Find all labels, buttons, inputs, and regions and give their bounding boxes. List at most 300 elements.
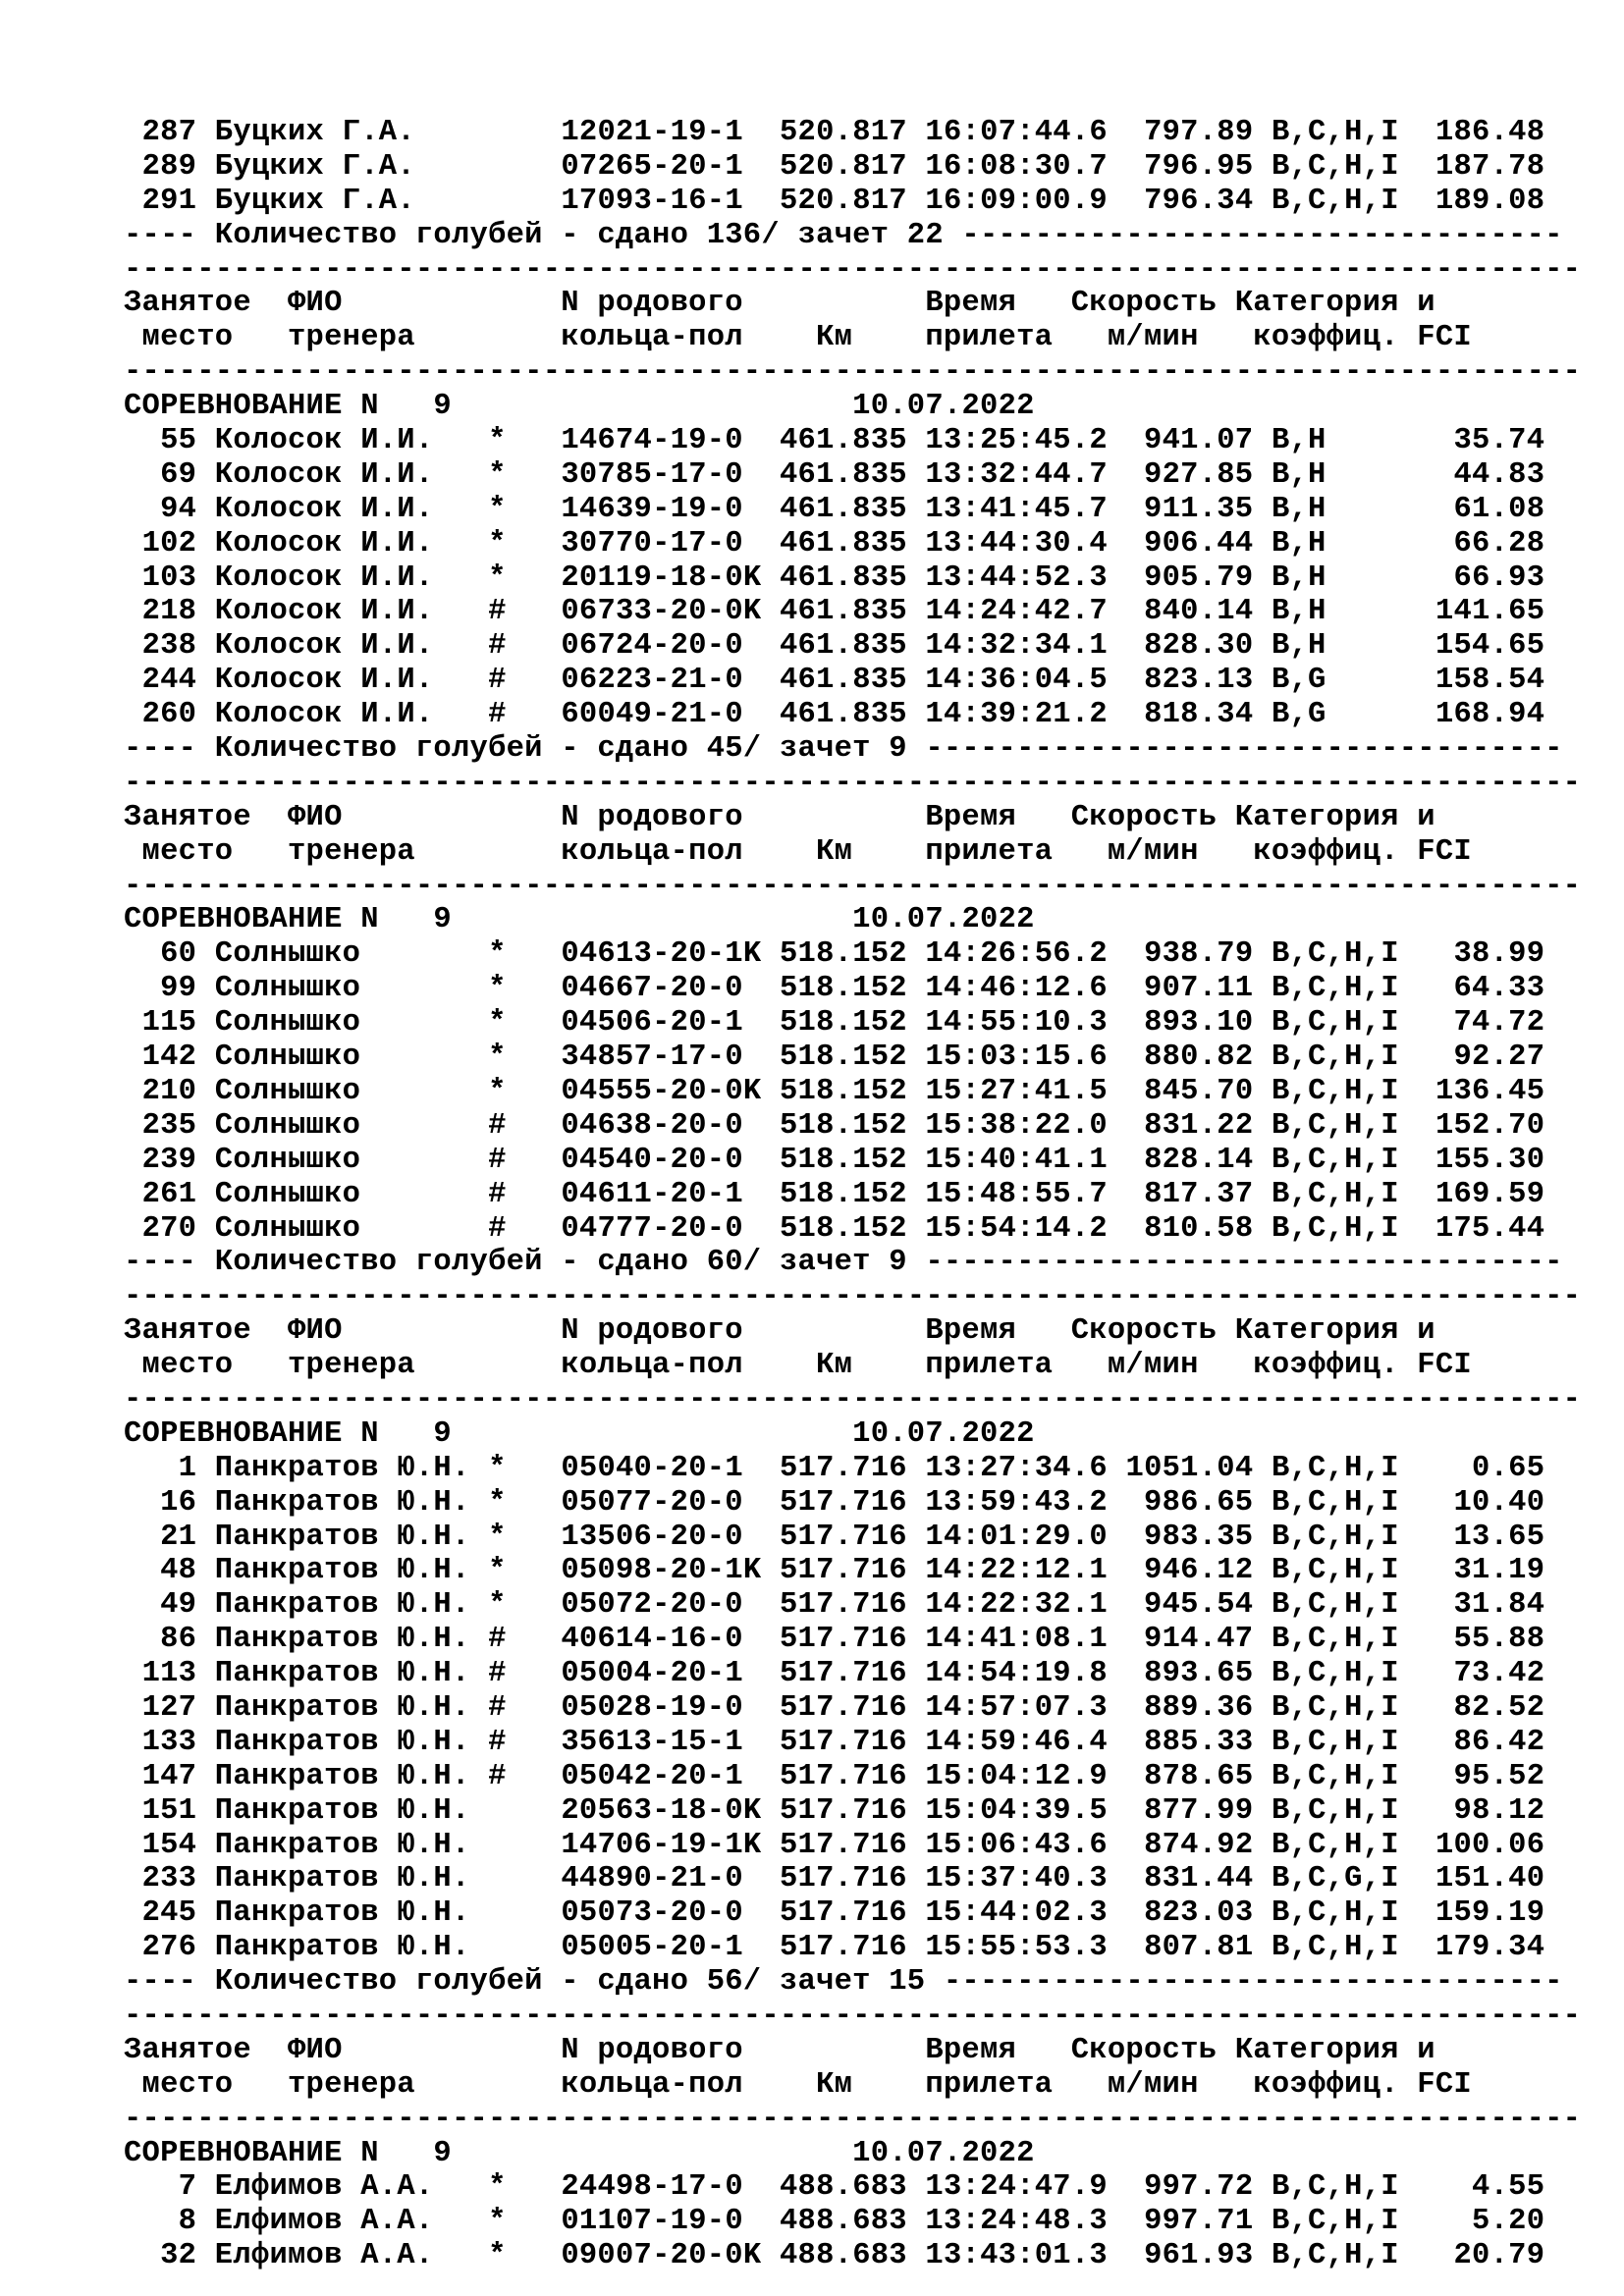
results-printout	[124, 116, 1581, 2273]
speed-cell: 889.36	[1144, 1690, 1254, 1725]
arrival-time-cell: 15:38:22.0	[925, 1108, 1108, 1143]
speed-cell: 845.70	[1144, 1074, 1254, 1108]
place-cell: 86	[160, 1623, 197, 1657]
fci-cell: 10.40	[1453, 1485, 1545, 1520]
ring-number-cell: 04667-20-0	[561, 972, 743, 1006]
category-cell: B,H	[1271, 595, 1326, 629]
column-header-line-2	[124, 835, 1581, 870]
distance-km-cell: 517.716	[779, 1451, 907, 1485]
ring-number-cell: 20119-18-0K	[561, 561, 762, 595]
category-cell: B,C,H,I	[1271, 1006, 1399, 1041]
mark-cell: *	[488, 972, 507, 1006]
place-cell: 287	[141, 116, 197, 149]
trainer-name-cell: Панкратов Ю.Н.	[214, 1657, 470, 1691]
mark-cell: #	[488, 1759, 507, 1793]
speed-cell: 945.54	[1144, 1588, 1254, 1623]
arrival-time-cell: 13:41:45.7	[925, 492, 1108, 526]
speed-cell: 823.13	[1144, 664, 1254, 698]
trainer-name-cell: Колосок И.И.	[214, 595, 434, 629]
distance-km-cell: 517.716	[779, 1554, 907, 1588]
mark-cell	[488, 116, 507, 149]
arrival-time-cell: 15:27:41.5	[925, 1074, 1108, 1108]
mark-cell: #	[488, 1657, 507, 1691]
mark-cell: #	[488, 1177, 507, 1211]
fci-cell: 35.74	[1453, 424, 1545, 458]
arrival-time-cell: 15:37:40.3	[925, 1862, 1108, 1896]
trainer-name-cell: Елфимов А.А.	[214, 2170, 434, 2205]
category-cell: B,C,H,I	[1271, 1074, 1399, 1108]
result-row	[124, 1521, 1581, 1555]
distance-km-cell: 517.716	[779, 1623, 907, 1657]
arrival-time-cell: 13:32:44.7	[925, 457, 1108, 492]
result-row	[124, 1554, 1581, 1588]
distance-km-cell: 518.152	[779, 1006, 907, 1041]
distance-km-cell: 517.716	[780, 1793, 907, 1828]
result-row	[124, 1178, 1581, 1212]
category-cell: B,C,H,I	[1271, 1793, 1399, 1828]
distance-km-cell: 517.716	[779, 1862, 907, 1896]
fci-cell: 141.65	[1435, 595, 1545, 629]
speed-cell: 817.37	[1144, 1177, 1254, 1211]
distance-km-cell: 461.835	[780, 561, 907, 595]
arrival-time-cell: 13:24:48.3	[925, 2205, 1108, 2239]
fci-cell: 74.72	[1453, 1006, 1545, 1041]
distance-km-cell: 520.817	[779, 116, 907, 149]
place-cell: 55	[160, 424, 197, 458]
fci-cell: 151.40	[1435, 1862, 1545, 1896]
count-summary-text: ---- Количество голубей - сдано 136/ зачет 22 ---------------------------------	[124, 218, 1563, 252]
place-cell: 69	[160, 457, 197, 492]
trainer-name-cell: Панкратов Ю.Н.	[214, 1485, 470, 1520]
result-row	[124, 2205, 1581, 2239]
distance-km-cell: 518.152	[779, 1211, 907, 1246]
fci-cell: 86.42	[1453, 1725, 1545, 1759]
place-cell: 1	[178, 1451, 197, 1485]
place-cell: 244	[141, 664, 197, 698]
column-header-line-2-text: место тренера кольца-пол Км прилета м/мин коэффиц. FCI	[124, 834, 1472, 869]
speed-cell: 946.12	[1144, 1554, 1254, 1588]
result-row	[124, 1075, 1581, 1109]
mark-cell: *	[488, 1006, 507, 1041]
speed-cell: 877.99	[1144, 1793, 1254, 1828]
speed-cell: 1051.04	[1125, 1451, 1254, 1485]
category-cell: B,G	[1271, 664, 1326, 698]
trainer-name-cell: Солнышко	[214, 937, 361, 972]
fci-cell: 66.93	[1453, 561, 1545, 595]
category-cell: B,H	[1271, 492, 1326, 526]
category-cell: B,C,H,I	[1271, 2239, 1399, 2273]
trainer-name-cell: Панкратов Ю.Н.	[214, 1554, 470, 1588]
header-rule	[124, 253, 1581, 288]
header-rule	[124, 2103, 1581, 2137]
distance-km-cell: 517.716	[779, 1896, 907, 1931]
result-row	[124, 1829, 1581, 1863]
speed-cell: 997.72	[1144, 2170, 1254, 2205]
mark-cell: #	[488, 1690, 507, 1725]
trainer-name-cell: Панкратов Ю.Н.	[214, 1725, 470, 1759]
arrival-time-cell: 14:41:08.1	[925, 1623, 1108, 1657]
fci-cell: 152.70	[1435, 1108, 1545, 1143]
header-rule	[124, 1383, 1581, 1417]
mark-cell: #	[488, 1143, 507, 1177]
place-cell: 102	[141, 526, 197, 561]
category-cell: B,C,H,I	[1271, 184, 1399, 218]
arrival-time-cell: 15:54:14.2	[925, 1211, 1108, 1246]
trainer-name-cell: Солнышко	[214, 1074, 361, 1108]
trainer-name-cell: Колосок И.И.	[214, 457, 434, 492]
mark-cell: *	[488, 492, 507, 526]
place-cell: 32	[160, 2239, 197, 2273]
result-row	[124, 116, 1581, 150]
speed-cell: 874.92	[1144, 1828, 1254, 1862]
result-row	[124, 493, 1581, 527]
speed-cell: 828.30	[1144, 629, 1254, 664]
speed-cell: 941.07	[1144, 424, 1254, 458]
competition-date: 10.07.2022	[852, 390, 1035, 424]
place-cell: 115	[141, 1006, 197, 1041]
mark-cell: #	[488, 595, 507, 629]
ring-number-cell: 60049-21-0	[561, 698, 743, 732]
column-header-line-2	[124, 2068, 1581, 2103]
competition-line	[124, 2137, 1581, 2171]
category-cell: B,C,H,I	[1271, 1520, 1399, 1554]
result-row	[124, 1623, 1581, 1657]
header-rule	[124, 870, 1581, 904]
distance-km-cell: 461.835	[779, 664, 907, 698]
distance-km-cell: 461.835	[779, 457, 907, 492]
trainer-name-cell: Панкратов Ю.Н.	[214, 1520, 470, 1554]
count-summary-text: ---- Количество голубей - сдано 60/ зачет 9 -----------------------------------	[124, 1246, 1563, 1280]
place-cell: 99	[160, 972, 197, 1006]
trainer-name-cell: Солнышко	[214, 1108, 361, 1143]
ring-number-cell: 06223-21-0	[561, 664, 743, 698]
ring-number-cell: 05004-20-1	[561, 1657, 743, 1691]
distance-km-cell: 518.152	[779, 1143, 907, 1177]
ring-number-cell: 05077-20-0	[561, 1485, 743, 1520]
arrival-time-cell: 14:55:10.3	[925, 1006, 1108, 1041]
result-row	[124, 1794, 1581, 1829]
mark-cell: *	[488, 1588, 507, 1623]
competition-label: СОРЕВНОВАНИЕ N 9	[124, 1416, 452, 1451]
trainer-name-cell: Панкратов Ю.Н.	[214, 1896, 470, 1931]
speed-cell: 907.11	[1144, 972, 1254, 1006]
mark-cell: #	[488, 1211, 507, 1246]
result-row	[124, 424, 1581, 458]
competition-line	[124, 390, 1581, 424]
header-rule	[124, 2000, 1581, 2034]
competition-line	[124, 1417, 1581, 1452]
competition-label: СОРЕВНОВАНИЕ N 9	[124, 2136, 452, 2170]
trainer-name-cell: Колосок И.И.	[214, 561, 434, 595]
category-cell: B,C,G,I	[1271, 1862, 1399, 1896]
category-cell: B,C,H,I	[1271, 116, 1399, 149]
mark-cell: *	[488, 1485, 507, 1520]
trainer-name-cell: Панкратов Ю.Н.	[214, 1623, 470, 1657]
place-cell: 60	[160, 937, 197, 972]
trainer-name-cell: Солнышко	[214, 972, 361, 1006]
arrival-time-cell: 14:57:07.3	[925, 1690, 1108, 1725]
header-rule	[124, 1280, 1581, 1314]
place-cell: 147	[141, 1759, 197, 1793]
header-rule	[124, 355, 1581, 390]
category-cell: B,C,H,I	[1271, 1177, 1399, 1211]
mark-cell: #	[488, 629, 507, 664]
speed-cell: 840.14	[1144, 595, 1254, 629]
ring-number-cell: 07265-20-1	[561, 149, 743, 184]
header-rule-text: --------------------------------------------------------------------------------	[124, 355, 1582, 390]
competition-label: СОРЕВНОВАНИЕ N 9	[124, 903, 452, 937]
ring-number-cell: 20563-18-0K	[561, 1793, 762, 1828]
trainer-name-cell: Панкратов Ю.Н.	[214, 1931, 470, 1965]
trainer-name-cell: Буцких Г.А.	[214, 116, 415, 149]
mark-cell: *	[488, 937, 507, 972]
category-cell: B,C,H,I	[1271, 1143, 1399, 1177]
distance-km-cell: 518.152	[780, 1074, 907, 1108]
arrival-time-cell: 15:03:15.6	[925, 1041, 1108, 1075]
fci-cell: 4.55	[1472, 2170, 1545, 2205]
column-header-line-1	[124, 287, 1581, 321]
distance-km-cell: 461.835	[779, 492, 907, 526]
place-cell: 238	[141, 629, 197, 664]
speed-cell: 905.79	[1144, 561, 1254, 595]
arrival-time-cell: 13:27:34.6	[925, 1451, 1108, 1485]
place-cell: 151	[141, 1793, 197, 1828]
arrival-time-cell: 15:04:12.9	[925, 1759, 1108, 1793]
category-cell: B,C,H,I	[1271, 2170, 1399, 2205]
speed-cell: 927.85	[1144, 457, 1254, 492]
trainer-name-cell: Солнышко	[214, 1041, 361, 1075]
mark-cell: *	[488, 1520, 507, 1554]
place-cell: 49	[160, 1588, 197, 1623]
distance-km-cell: 517.716	[779, 1657, 907, 1691]
arrival-time-cell: 14:22:32.1	[925, 1588, 1108, 1623]
trainer-name-cell: Елфимов А.А.	[214, 2239, 434, 2273]
mark-cell: #	[488, 1108, 507, 1143]
arrival-time-cell: 14:24:42.7	[925, 595, 1108, 629]
result-row	[124, 1862, 1581, 1896]
arrival-time-cell: 14:39:21.2	[925, 698, 1108, 732]
speed-cell: 810.58	[1144, 1211, 1254, 1246]
category-cell: B,C,H,I	[1271, 937, 1399, 972]
result-row	[124, 595, 1581, 629]
speed-cell: 997.71	[1144, 2205, 1254, 2239]
speed-cell: 818.34	[1144, 698, 1254, 732]
mark-cell: *	[488, 1451, 507, 1485]
trainer-name-cell: Панкратов Ю.Н.	[214, 1793, 470, 1828]
column-header-line-1-text: Занятое ФИО N родового Время Скорость Категория и	[124, 800, 1435, 834]
place-cell: 127	[141, 1690, 197, 1725]
arrival-time-cell: 14:59:46.4	[925, 1725, 1108, 1759]
column-header-line-2	[124, 1349, 1581, 1383]
result-row	[124, 1212, 1581, 1247]
speed-cell: 880.82	[1144, 1041, 1254, 1075]
category-cell: B,C,H,I	[1271, 1485, 1399, 1520]
category-cell: B,C,H,I	[1271, 2205, 1399, 2239]
ring-number-cell: 05073-20-0	[561, 1896, 743, 1931]
fci-cell: 66.28	[1453, 526, 1545, 561]
trainer-name-cell: Солнышко	[214, 1006, 361, 1041]
place-cell: 235	[141, 1108, 197, 1143]
mark-cell: *	[488, 2239, 507, 2273]
mark-cell: *	[488, 1554, 507, 1588]
category-cell: B,C,H,I	[1271, 1896, 1399, 1931]
column-header-line-1	[124, 1314, 1581, 1349]
column-header-line-1-text: Занятое ФИО N родового Время Скорость Категория и	[124, 287, 1435, 321]
distance-km-cell: 518.152	[779, 972, 907, 1006]
trainer-name-cell: Колосок И.И.	[214, 424, 434, 458]
header-rule-text: --------------------------------------------------------------------------------	[124, 766, 1582, 800]
result-row	[124, 629, 1581, 664]
arrival-time-cell: 15:40:41.1	[925, 1143, 1108, 1177]
category-cell: B,C,H,I	[1271, 1725, 1399, 1759]
ring-number-cell: 17093-16-1	[561, 184, 743, 218]
place-cell: 291	[141, 184, 197, 218]
place-cell: 270	[141, 1211, 197, 1246]
category-cell: B,C,H,I	[1271, 1211, 1399, 1246]
speed-cell: 986.65	[1144, 1485, 1254, 1520]
fci-cell: 189.08	[1435, 184, 1545, 218]
arrival-time-cell: 14:46:12.6	[925, 972, 1108, 1006]
ring-number-cell: 06733-20-0K	[561, 595, 762, 629]
mark-cell: *	[488, 424, 507, 458]
ring-number-cell: 04777-20-0	[561, 1211, 743, 1246]
header-rule-text: --------------------------------------------------------------------------------	[124, 869, 1582, 903]
fci-cell: 158.54	[1435, 664, 1545, 698]
arrival-time-cell: 16:08:30.7	[925, 149, 1108, 184]
place-cell: 8	[178, 2205, 197, 2239]
category-cell: B,H	[1271, 424, 1326, 458]
category-cell: B,C,H,I	[1271, 1931, 1399, 1965]
speed-cell: 831.22	[1144, 1108, 1254, 1143]
result-row	[124, 1452, 1581, 1486]
distance-km-cell: 518.152	[779, 1177, 907, 1211]
result-row	[124, 1931, 1581, 1965]
ring-number-cell: 14706-19-1K	[561, 1828, 762, 1862]
mark-cell: #	[488, 698, 507, 732]
ring-number-cell: 01107-19-0	[561, 2205, 743, 2239]
speed-cell: 831.44	[1144, 1862, 1254, 1896]
fci-cell: 0.65	[1472, 1451, 1545, 1485]
result-row	[124, 972, 1581, 1006]
arrival-time-cell: 16:07:44.6	[925, 116, 1108, 149]
trainer-name-cell: Панкратов Ю.Н.	[214, 1451, 470, 1485]
mark-cell: *	[488, 561, 507, 595]
speed-cell: 878.65	[1144, 1759, 1254, 1793]
speed-cell: 893.10	[1144, 1006, 1254, 1041]
ring-number-cell: 04611-20-1	[561, 1177, 743, 1211]
fci-cell: 95.52	[1453, 1759, 1545, 1793]
count-summary-text: ---- Количество голубей - сдано 56/ зачет 15 ----------------------------------	[124, 1965, 1563, 2000]
place-cell: 133	[141, 1725, 197, 1759]
distance-km-cell: 518.152	[779, 1108, 907, 1143]
speed-cell: 983.35	[1144, 1520, 1254, 1554]
speed-cell: 807.81	[1144, 1931, 1254, 1965]
speed-cell: 906.44	[1144, 526, 1254, 561]
mark-cell: #	[488, 664, 507, 698]
mark-cell	[488, 185, 507, 218]
place-cell: 113	[141, 1657, 197, 1691]
category-cell: B,H	[1271, 457, 1326, 492]
result-row	[124, 150, 1581, 185]
speed-cell: 823.03	[1144, 1896, 1254, 1931]
place-cell: 103	[141, 561, 197, 595]
result-row	[124, 1760, 1581, 1794]
place-cell: 16	[160, 1485, 197, 1520]
category-cell: B,C,H,I	[1271, 1657, 1399, 1691]
fci-cell: 31.19	[1453, 1554, 1545, 1588]
category-cell: B,C,H,I	[1271, 1690, 1399, 1725]
fci-cell: 92.27	[1453, 1041, 1545, 1075]
arrival-time-cell: 15:55:53.3	[925, 1931, 1108, 1965]
place-cell: 289	[141, 149, 197, 184]
ring-number-cell: 06724-20-0	[561, 629, 743, 664]
ring-number-cell: 13506-20-0	[561, 1520, 743, 1554]
result-row	[124, 185, 1581, 219]
distance-km-cell: 488.683	[779, 2170, 907, 2205]
distance-km-cell: 517.716	[779, 1520, 907, 1554]
trainer-name-cell: Колосок И.И.	[214, 664, 434, 698]
fci-cell: 5.20	[1472, 2205, 1545, 2239]
trainer-name-cell: Солнышко	[214, 1177, 361, 1211]
trainer-name-cell: Елфимов А.А.	[214, 2205, 434, 2239]
arrival-time-cell: 14:54:19.8	[925, 1657, 1108, 1691]
distance-km-cell: 520.817	[779, 149, 907, 184]
column-header-line-2-text: место тренера кольца-пол Км прилета м/мин коэффиц. FCI	[124, 1349, 1472, 1383]
column-header-line-1	[124, 2034, 1581, 2068]
place-cell: 21	[160, 1520, 197, 1554]
fci-cell: 98.12	[1453, 1793, 1545, 1828]
trainer-name-cell: Панкратов Ю.Н.	[214, 1862, 470, 1896]
distance-km-cell: 518.152	[779, 937, 907, 972]
ring-number-cell: 35613-15-1	[561, 1725, 743, 1759]
distance-km-cell: 461.835	[779, 629, 907, 664]
arrival-time-cell: 13:43:01.3	[925, 2239, 1108, 2273]
ring-number-cell: 14674-19-0	[561, 424, 743, 458]
fci-cell: 169.59	[1435, 1177, 1545, 1211]
speed-cell: 893.65	[1144, 1657, 1254, 1691]
distance-km-cell: 517.716	[779, 1725, 907, 1759]
count-summary	[124, 732, 1581, 767]
result-row	[124, 664, 1581, 698]
competition-date: 10.07.2022	[852, 2136, 1035, 2170]
ring-number-cell: 04555-20-0K	[561, 1074, 762, 1108]
speed-cell: 914.47	[1144, 1623, 1254, 1657]
ring-number-cell: 30785-17-0	[561, 457, 743, 492]
category-cell: B,C,H,I	[1271, 1451, 1399, 1485]
fci-cell: 154.65	[1435, 629, 1545, 664]
result-row	[124, 1588, 1581, 1623]
ring-number-cell: 40614-16-0	[561, 1623, 743, 1657]
arrival-time-cell: 14:32:34.1	[925, 629, 1108, 664]
mark-cell: #	[488, 1623, 507, 1657]
column-header-line-2-text: место тренера кольца-пол Км прилета м/мин коэффиц. FCI	[124, 2067, 1472, 2102]
mark-cell: *	[488, 2170, 507, 2205]
trainer-name-cell: Панкратов Ю.Н.	[214, 1759, 470, 1793]
distance-km-cell: 488.683	[779, 2239, 907, 2273]
distance-km-cell: 517.716	[779, 1588, 907, 1623]
result-row	[124, 561, 1581, 596]
mark-cell: *	[488, 2205, 507, 2239]
trainer-name-cell: Панкратов Ю.Н.	[214, 1690, 470, 1725]
distance-km-cell: 461.835	[780, 595, 907, 629]
speed-cell: 796.34	[1144, 184, 1254, 218]
result-row	[124, 1657, 1581, 1691]
distance-km-cell: 461.835	[779, 526, 907, 561]
result-row	[124, 2239, 1581, 2273]
fci-cell: 186.48	[1435, 116, 1545, 149]
distance-km-cell: 520.817	[779, 184, 907, 218]
count-summary	[124, 1965, 1581, 2000]
